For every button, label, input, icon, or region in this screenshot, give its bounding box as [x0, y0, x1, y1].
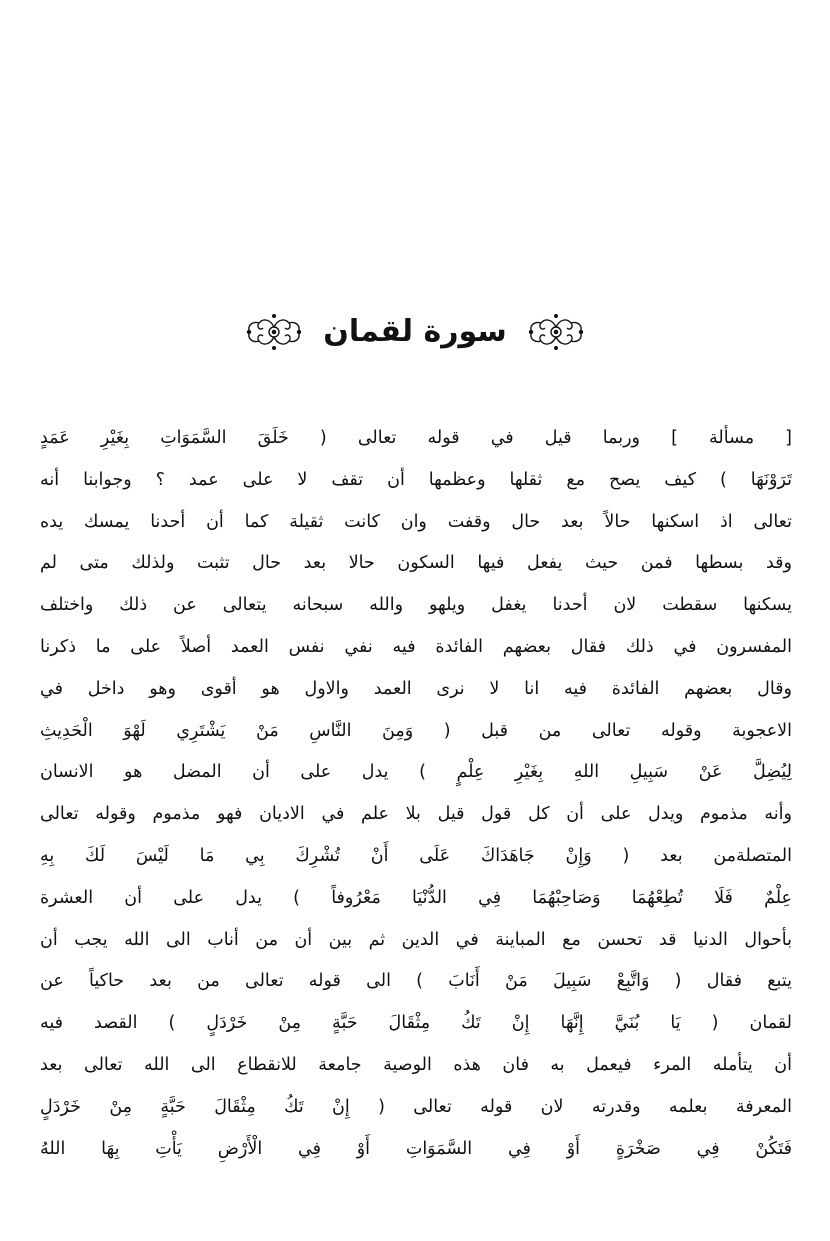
text-line: لقمان ( يَا بُنَيَّ إِنَّهَا إِنْ تَكُ مِثْقَالَ حَبَّةٍ مِنْ خَرْدَلٍ ) القصد فيه — [40, 1013, 792, 1034]
text-line: بأحوال الدنيا قد تحسن مع المباينة في الدين ثم بين أن من أناب الى الله يجب أن — [40, 929, 792, 950]
surah-title: سورة لقمان — [323, 314, 507, 349]
text-line: وأنه مذموم ويدل على أن كل قول قيل بلا علم في الاديان فهو مذموم وقوله تعالى — [40, 804, 792, 825]
text-line: وقال بعضهم الفائدة فيه انا لا نرى العمد والاول هو أقوى وهو داخل في — [40, 678, 792, 699]
text-line: [ مسألة ] وربما قيل في قوله تعالى ( خَلَقَ السَّمَوَاتِ بِغَيْرِ عَمَدٍ — [40, 428, 792, 448]
text-line: الاعجوبة وقوله تعالى من قبل ( وَمِنَ النَّاسِ مَنْ يَشْتَرِي لَهْوَ الْحَدِيثِ — [40, 720, 792, 741]
text-line: تعالى اذ اسكنها حالاً بعد حال وقفت وان كانت ثقيلة كما أن أحدنا يمسك يده — [40, 511, 792, 532]
text-line: فَتَكُنْ فِي صَخْرَةٍ أَوْ فِي السَّمَوَاتِ أَوْ فِي الْأَرْضِ يَأْتِ بِهَا اللهُ — [40, 1138, 792, 1159]
text-line: لِيُضِلَّ عَنْ سَبِيلِ اللهِ بِغَيْرِ عِلْمٍ ) يدل على أن المضل هو الانسان — [40, 762, 792, 783]
text-line: يسكنها سقطت لان أحدنا يغفل ويلهو والله سبحانه يتعالى عن ذلك واختلف — [40, 595, 792, 616]
text-line: عِلْمٌ فَلَا تُطِعْهُمَا وَصَاحِبْهُمَا فِي الدُّنْيَا مَعْرُوفاً ) يدل على أن العشرة — [40, 887, 792, 908]
surah-header — [0, 312, 830, 352]
text-line: وقد بسطها فمن حيث يفعل فيها السكون حالا بعد حال تثبت ولذلك متى لم — [40, 553, 792, 574]
body-text — [40, 418, 792, 1170]
text-line: المتصلةمن بعد ( وَإِنْ جَاهَدَاكَ عَلَى أَنْ تُشْرِكَ بِي مَا لَيْسَ لَكَ بِهِ — [40, 845, 792, 866]
floral-ornament-icon — [525, 312, 587, 352]
text-line: المعرفة بعلمه وقدرته لان قوله تعالى ( إِنْ تَكُ مِثْقَالَ حَبَّةٍ مِنْ خَرْدَلٍ — [40, 1096, 792, 1117]
text-line: المفسرون في ذلك فقال بعضهم الفائدة فيه نفي نفس العمد أصلاً على ما ذكرنا — [40, 636, 792, 657]
text-line: تَرَوْنَهَا ) كيف يصح مع ثقلها وعظمها أن تقف لا على عمد ؟ وجوابنا أنه — [40, 469, 792, 490]
floral-ornament-icon — [243, 312, 305, 352]
text-line: يتبع فقال ( وَاتَّبِعْ سَبِيلَ مَنْ أَنَابَ ) الى قوله تعالى من بعد حاكياً عن — [40, 971, 792, 992]
text-line: أن يتأمله المرء فيعمل به فان هذه الوصية جامعة للانقطاع الى الله تعالى بعد — [40, 1054, 792, 1075]
